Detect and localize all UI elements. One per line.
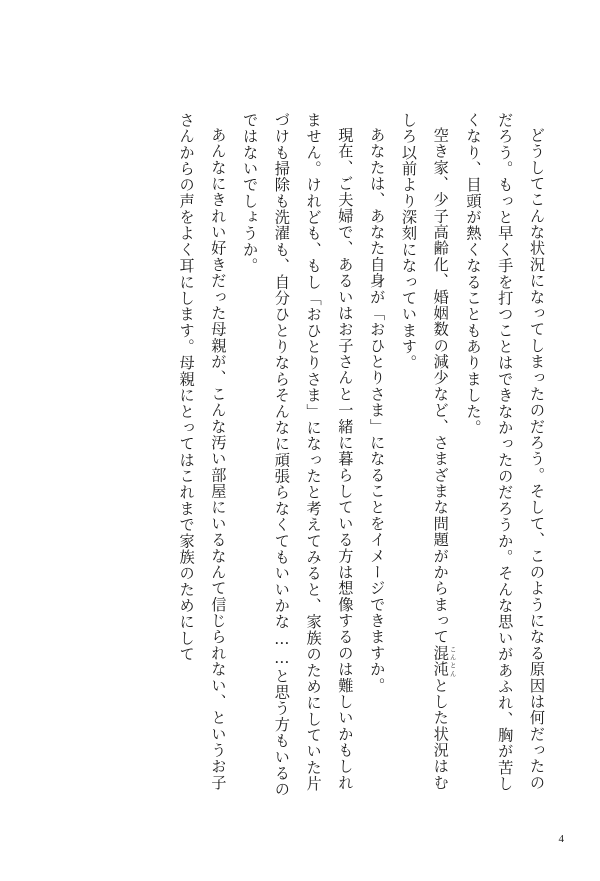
page-number: 4 <box>558 833 564 845</box>
ruby-konton <box>431 645 457 678</box>
paragraph-1: どうしてこんな状況になってしまったのだろう。そして、このようになる原因は何だったのだろう。もっと早く手を打つことはできなかったのだろうか。そんな思いがあふれ、胸が苦しくなり、目頭が熱くなることもありました。 <box>464 112 546 792</box>
ruby-base: 混沌 <box>431 645 450 678</box>
paragraph-4: 現在、ご夫婦で、あるいはお子さんと一緒に暮らしている方は想像するのは難しいかもしれません。けれども、もし「おひとりさま」になったと考えてみると、家族のためにしていた片づけも掃除も洗濯も、自分ひとりならそんなに頑張らなくてもいいかな……と思う方もいるのではないでしょうか。 <box>241 112 355 798</box>
paragraph-2-part-b: とした状況はむしろ以前より深刻になっています。 <box>399 112 450 791</box>
paragraph-2 <box>392 112 457 802</box>
paragraph-5: あんなにきれい好きだった母親が、こんな汚い部屋にいるなんて信じられない、というお子さんからの声をよく耳にします。母親にとってはこれまで家族のためにして <box>177 112 228 791</box>
paragraph-2-part-a: 空き家、少子高齢化、婚姻数の減少など、さまざまな問題がからまって <box>431 127 450 646</box>
ruby-reading: こんとん <box>448 645 457 678</box>
paragraph-3: あなたは、あなた自身が「おひとりさま」になることをイメージできますか。 <box>368 127 387 694</box>
page-body-text <box>72 112 552 802</box>
